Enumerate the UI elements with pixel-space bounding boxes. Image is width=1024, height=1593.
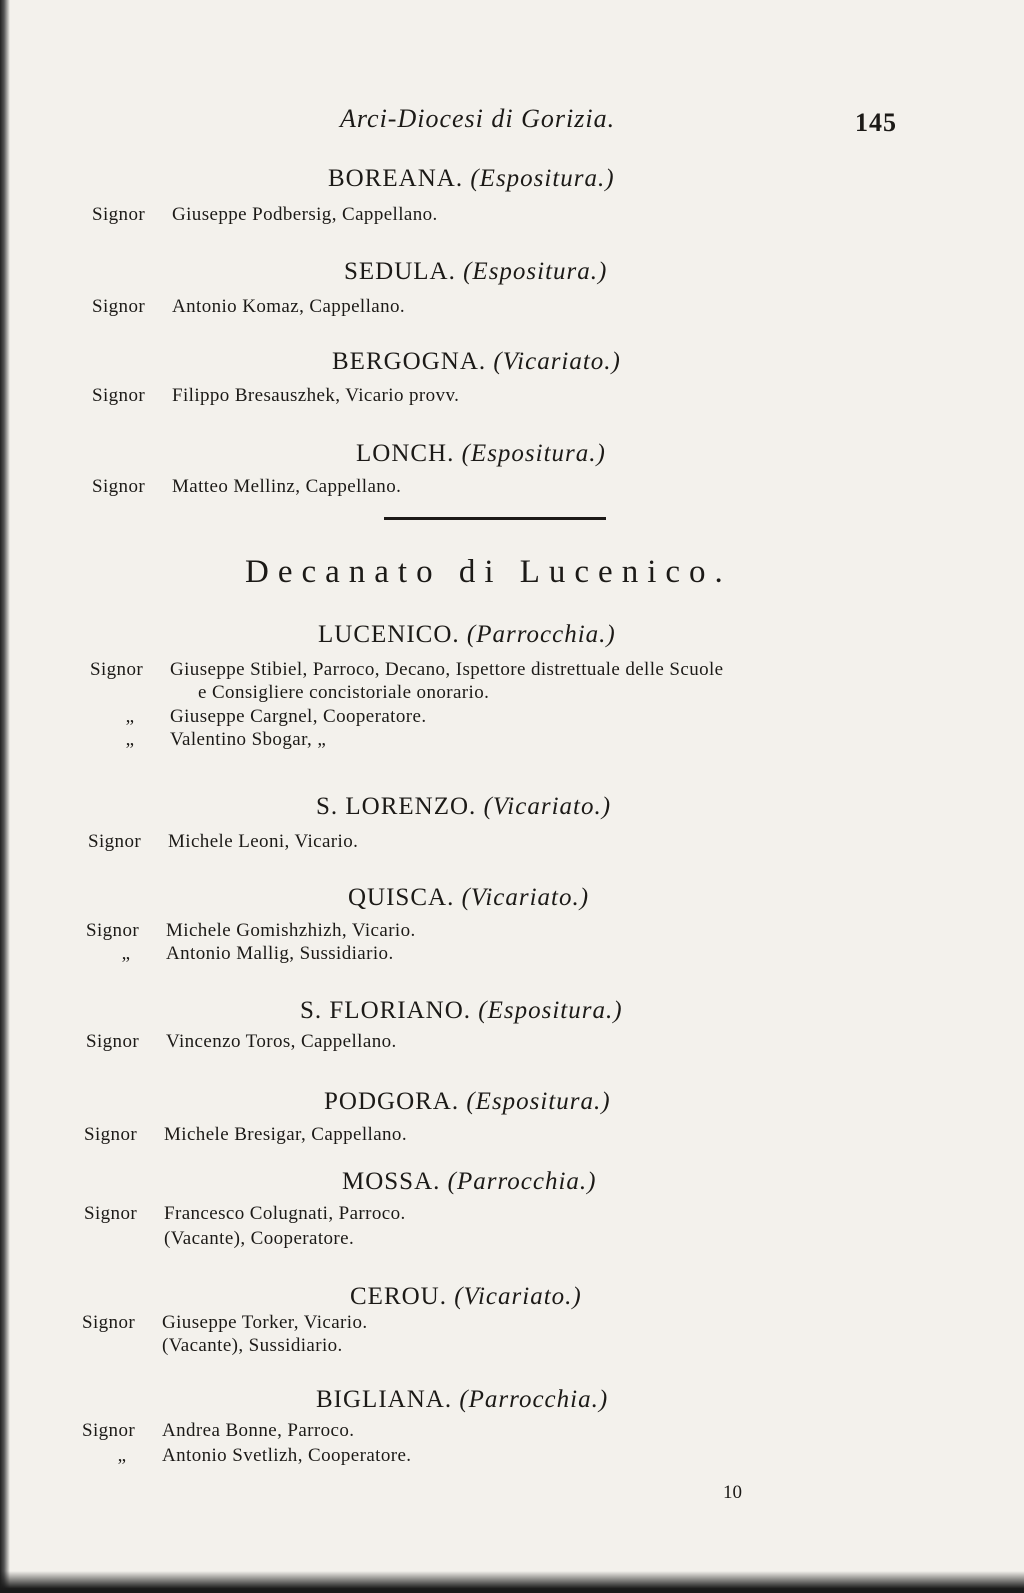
parish-type: (Vicariato.): [454, 1283, 582, 1310]
clergy-entry: [86, 1031, 397, 1053]
clergy-entry: [90, 659, 724, 681]
entry-text: (Vacante), Cooperatore.: [164, 1228, 355, 1249]
running-head: Arci-Diocesi di Gorizia.: [340, 104, 616, 133]
entry-text: Giuseppe Podbersig, Cappellano.: [172, 204, 438, 225]
parish-name: QUISCA.: [348, 884, 455, 911]
entry-prefix: Signor: [82, 1312, 136, 1333]
parish-heading: [324, 1088, 611, 1116]
clergy-entry: [82, 1312, 368, 1334]
parish-name: MOSSA.: [342, 1168, 441, 1195]
parish-heading: [316, 793, 611, 821]
parish-type: (Espositura.): [463, 258, 608, 285]
parish-heading: [350, 1283, 582, 1311]
clergy-entry: [82, 1420, 354, 1442]
parish-type: (Vicariato.): [493, 348, 621, 375]
clergy-entry: [90, 729, 326, 751]
clergy-entry: [92, 296, 405, 318]
parish-heading: [328, 165, 615, 193]
section-divider: [384, 517, 606, 520]
parish-type: (Parrocchia.): [447, 1168, 597, 1195]
entry-text: Andrea Bonne, Parroco.: [162, 1420, 355, 1441]
parish-type: (Espositura.): [470, 165, 615, 192]
parish-type: (Espositura.): [478, 997, 623, 1024]
parish-type: (Espositura.): [466, 1088, 611, 1115]
clergy-entry: [88, 831, 358, 853]
entry-text: Francesco Colugnati, Parroco.: [164, 1203, 406, 1224]
entry-text: Giuseppe Torker, Vicario.: [162, 1312, 368, 1333]
entry-prefix: Signor: [82, 1420, 136, 1441]
entry-prefix: Signor: [92, 296, 146, 317]
signature-mark: 10: [723, 1482, 742, 1503]
ditto-mark: „: [117, 1445, 127, 1466]
entry-text: Giuseppe Cargnel, Cooperatore.: [170, 706, 427, 727]
ditto-mark: „: [125, 706, 135, 727]
entry-prefix: Signor: [90, 659, 144, 680]
entry-text: Vincenzo Toros, Cappellano.: [166, 1031, 397, 1052]
entry-prefix: Signor: [86, 920, 140, 941]
entry-prefix: Signor: [92, 204, 146, 225]
entry-text: Antonio Svetlizh, Cooperatore.: [162, 1445, 412, 1466]
clergy-entry: [92, 476, 401, 498]
page-bottom-edge: [0, 1571, 1024, 1593]
parish-name: LUCENICO.: [318, 621, 460, 648]
ditto-mark: „: [121, 943, 131, 964]
entry-prefix: Signor: [92, 476, 146, 497]
page-left-edge: [0, 0, 10, 1593]
entry-prefix: Signor: [84, 1203, 138, 1224]
parish-heading: [332, 348, 621, 376]
parish-heading: [342, 1168, 597, 1196]
parish-type: (Vicariato.): [483, 793, 612, 820]
clergy-entry-continuation: [164, 1228, 354, 1250]
entry-text: Antonio Komaz, Cappellano.: [172, 296, 406, 317]
entry-prefix: Signor: [88, 831, 142, 852]
clergy-entry: [84, 1203, 406, 1225]
parish-type: (Vicariato.): [461, 884, 590, 911]
clergy-entry: [82, 1445, 411, 1467]
clergy-entry: [92, 385, 459, 407]
entry-text: Michele Gomishzhizh, Vicario.: [166, 920, 416, 941]
entry-text: Valentino Sbogar, „: [170, 729, 327, 750]
ditto-mark: „: [125, 729, 135, 750]
parish-type: (Parrocchia.): [466, 621, 616, 648]
parish-heading: [348, 884, 589, 912]
clergy-entry: [84, 1124, 407, 1146]
page-number: 145: [855, 108, 897, 137]
parish-heading: [344, 258, 607, 286]
entry-prefix: Signor: [86, 1031, 140, 1052]
parish-name: BERGOGNA.: [332, 348, 487, 375]
entry-text: Michele Bresigar, Cappellano.: [164, 1124, 407, 1145]
clergy-entry: [90, 706, 426, 728]
entry-text: Michele Leoni, Vicario.: [168, 831, 359, 852]
parish-heading: [356, 440, 606, 468]
parish-name: PODGORA.: [324, 1088, 460, 1115]
parish-name: S. FLORIANO.: [300, 997, 472, 1024]
parish-name: BIGLIANA.: [316, 1386, 453, 1413]
parish-heading: [318, 621, 616, 649]
parish-type: (Parrocchia.): [459, 1386, 609, 1413]
parish-type: (Espositura.): [461, 440, 606, 467]
parish-heading: [316, 1386, 608, 1414]
parish-name: LONCH.: [356, 440, 455, 467]
deanery-title: Decanato di Lucenico.: [245, 554, 732, 590]
parish-name: S. LORENZO.: [316, 793, 477, 820]
clergy-entry: [92, 204, 438, 226]
clergy-entry-continuation: [162, 1335, 343, 1357]
entry-text: Giuseppe Stibiel, Parroco, Decano, Ispettore distrettuale delle Scuole: [170, 659, 724, 680]
parish-name: SEDULA.: [344, 258, 456, 285]
entry-prefix: Signor: [92, 385, 146, 406]
parish-name: BOREANA.: [328, 165, 464, 192]
entry-text: e Consigliere concistoriale onorario.: [198, 682, 490, 703]
parish-name: CEROU.: [350, 1283, 447, 1310]
entry-text: Antonio Mallig, Sussidiario.: [166, 943, 394, 964]
clergy-entry: [86, 943, 394, 965]
entry-text: Matteo Mellinz, Cappellano.: [172, 476, 402, 497]
entry-text: (Vacante), Sussidiario.: [162, 1335, 343, 1356]
entry-text: Filippo Bresauszhek, Vicario provv.: [172, 385, 460, 406]
entry-prefix: Signor: [84, 1124, 138, 1145]
clergy-entry-continuation: [198, 682, 489, 704]
clergy-entry: [86, 920, 416, 942]
parish-heading: [300, 997, 623, 1025]
